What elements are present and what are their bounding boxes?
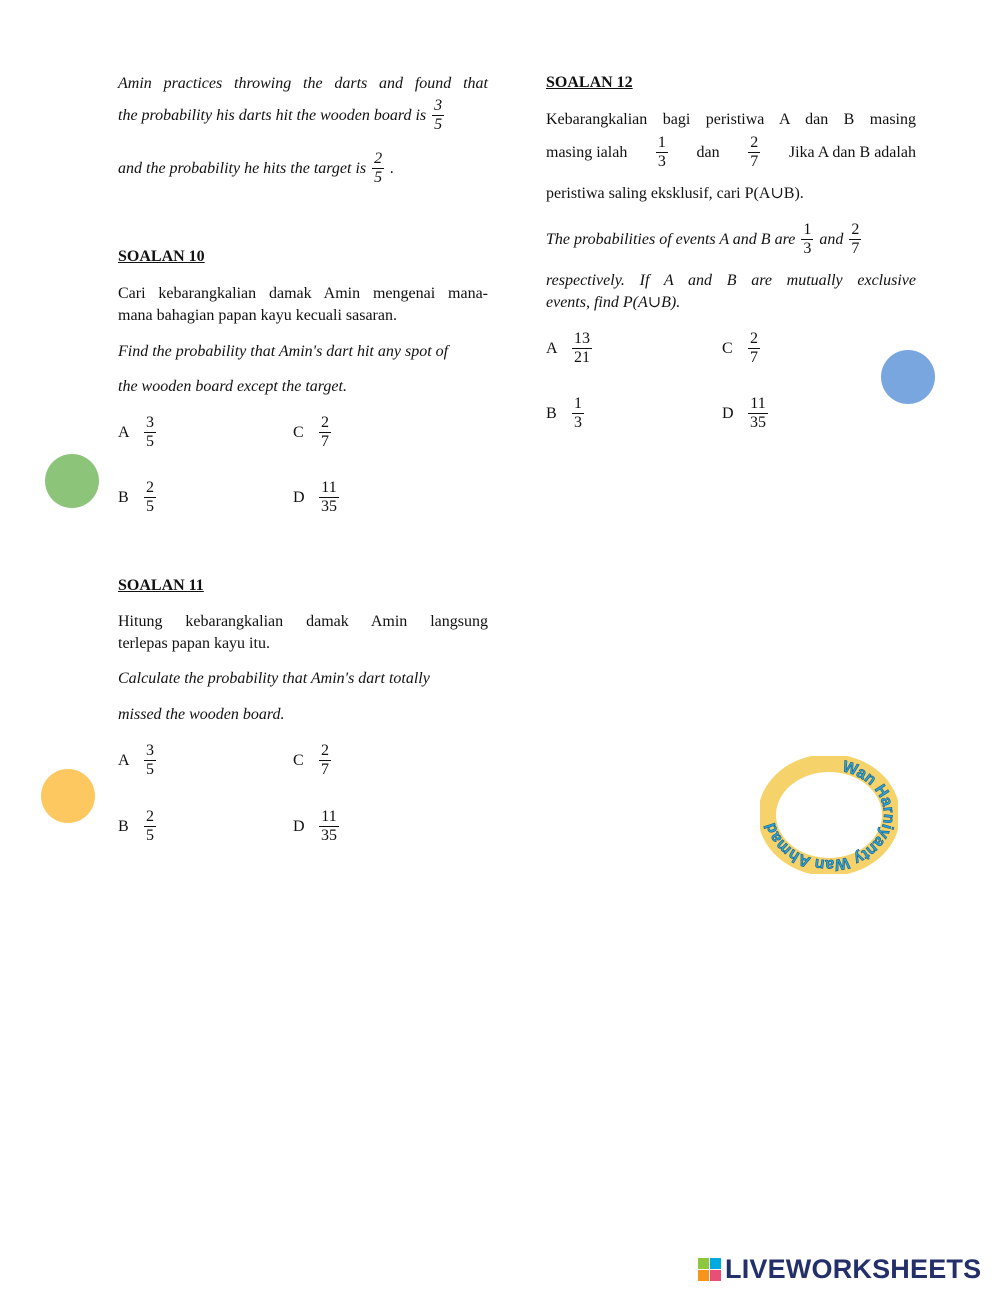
- q10-option-c: [293, 414, 331, 451]
- q12-malay-line-3: peristiwa saling eksklusif, cari P(A∪B).: [546, 185, 804, 202]
- author-stamp: [760, 756, 898, 874]
- fraction-denominator: 35: [750, 414, 766, 431]
- option-fraction: [748, 330, 760, 367]
- q12-english-line-3: events, find P(A∪B).: [546, 294, 681, 311]
- option-fraction: [319, 808, 339, 845]
- fraction-denominator: 5: [146, 498, 154, 515]
- fraction-numerator: 11: [321, 479, 337, 496]
- fraction-denominator: 7: [321, 761, 329, 778]
- intro-line-1: Amin practices throwing the darts and found that: [118, 75, 488, 92]
- fraction-numerator: 1: [574, 395, 582, 412]
- option-fraction: [144, 742, 156, 779]
- option-fraction: [144, 479, 156, 516]
- q12-malay-line-2: [546, 134, 916, 171]
- option-fraction: [748, 395, 768, 432]
- q10-malay-line-2: mana bahagian papan kayu kecuali sasaran.: [118, 307, 397, 324]
- q11-english-line-2: missed the wooden board.: [118, 706, 285, 723]
- fraction-denominator: 7: [750, 153, 759, 170]
- q12-option-d: [722, 395, 768, 432]
- q12-title: SOALAN 12: [546, 74, 633, 91]
- q12-english-line-2: respectively. If A and B are mutually exclusive: [546, 272, 916, 289]
- q10-option-b: [118, 479, 156, 516]
- intro-period: .: [390, 159, 395, 177]
- fraction-denominator: 3: [657, 153, 666, 170]
- q12-malay-fraction-a: [656, 134, 668, 171]
- q10-option-a: [118, 414, 156, 451]
- option-letter: A: [118, 423, 130, 441]
- fraction-denominator: 7: [750, 349, 758, 366]
- q12-english-fraction-a: [801, 221, 813, 258]
- q11-option-b: [118, 808, 156, 845]
- q11-option-a: [118, 742, 156, 779]
- option-letter: B: [118, 817, 129, 835]
- fraction-numerator: 3: [434, 97, 443, 114]
- q12-option-a: [546, 330, 592, 367]
- option-fraction: [319, 479, 339, 516]
- q11-english-line-1: Calculate the probability that Amin's dart totally: [118, 670, 430, 687]
- q12-english-fraction-b: [849, 221, 861, 258]
- q12-english-line-1: [546, 221, 916, 258]
- fraction-numerator: 2: [321, 414, 329, 431]
- intro-fraction-board: [432, 97, 444, 134]
- intro-line-3: [118, 150, 508, 187]
- answer-dot-green[interactable]: [45, 454, 99, 508]
- q11-option-c: [293, 742, 331, 779]
- option-letter: C: [293, 423, 304, 441]
- q12-option-c: [722, 330, 760, 367]
- option-letter: D: [293, 817, 305, 835]
- q12-english-line-1-text-b: and: [819, 230, 844, 248]
- option-fraction: [144, 414, 156, 451]
- option-fraction: [572, 330, 592, 367]
- option-fraction: [319, 742, 331, 779]
- q10-malay-line-1: Cari kebarangkalian damak Amin mengenai mana-: [118, 285, 488, 302]
- intro-line-3-text: and the probability he hits the target is: [118, 159, 367, 177]
- option-letter: B: [118, 488, 129, 506]
- q12-malay-fraction-b: [748, 134, 760, 171]
- q12-malay-line-1: Kebarangkalian bagi peristiwa A dan B masing: [546, 111, 916, 128]
- answer-dot-blue[interactable]: [881, 350, 935, 404]
- option-fraction: [144, 808, 156, 845]
- q10-english-line-2: the wooden board except the target.: [118, 378, 347, 395]
- intro-line-2: [118, 97, 508, 134]
- fraction-denominator: 35: [321, 498, 337, 515]
- option-fraction: [319, 414, 331, 451]
- option-letter: B: [546, 404, 557, 422]
- q11-title: SOALAN 11: [118, 577, 204, 594]
- fraction-numerator: 1: [657, 134, 666, 151]
- fraction-numerator: 1: [803, 221, 812, 238]
- intro-fraction-target: [372, 150, 384, 187]
- q12-malay-line-2-text-c: Jika A dan B adalah: [788, 143, 916, 161]
- fraction-denominator: 5: [146, 433, 154, 450]
- q10-option-d: [293, 479, 339, 516]
- fraction-denominator: 3: [574, 414, 582, 431]
- q10-english-line-1: Find the probability that Amin's dart hit any spot of: [118, 343, 449, 360]
- fraction-numerator: 2: [750, 134, 759, 151]
- liveworksheets-wordmark: LIVEWORKSHEETS: [725, 1254, 982, 1284]
- fraction-numerator: 13: [574, 330, 590, 347]
- q11-malay-line-1: Hitung kebarangkalian damak Amin langsung: [118, 613, 488, 630]
- stamp-text: Wan Harniyanty Wan Ahmad: [761, 758, 898, 874]
- intro-line-2-text: the probability his darts hit the wooden board is: [118, 106, 427, 124]
- fraction-denominator: 5: [146, 827, 154, 844]
- fraction-denominator: 7: [321, 433, 329, 450]
- q11-malay-line-2: terlepas papan kayu itu.: [118, 635, 270, 652]
- fraction-denominator: 5: [146, 761, 154, 778]
- liveworksheets-icon: [698, 1258, 722, 1282]
- option-letter: A: [118, 751, 130, 769]
- option-letter: A: [546, 339, 558, 357]
- fraction-numerator: 2: [146, 479, 154, 496]
- fraction-numerator: 2: [374, 150, 383, 167]
- option-letter: D: [293, 488, 305, 506]
- q11-option-d: [293, 808, 339, 845]
- q12-malay-line-2-text-a: masing ialah: [546, 143, 628, 161]
- fraction-denominator: 35: [321, 827, 337, 844]
- liveworksheets-logo: [698, 1254, 981, 1285]
- q12-malay-line-2-text-b: dan: [696, 143, 720, 161]
- fraction-numerator: 11: [321, 808, 337, 825]
- q12-english-line-1-text-a: The probabilities of events A and B are: [546, 230, 796, 248]
- option-letter: C: [722, 339, 733, 357]
- fraction-numerator: 3: [146, 742, 154, 759]
- fraction-denominator: 5: [434, 116, 443, 133]
- fraction-numerator: 2: [851, 221, 860, 238]
- fraction-numerator: 3: [146, 414, 154, 431]
- option-letter: C: [293, 751, 304, 769]
- answer-dot-orange[interactable]: [41, 769, 95, 823]
- q10-title: SOALAN 10: [118, 248, 205, 265]
- fraction-numerator: 2: [321, 742, 329, 759]
- option-fraction: [572, 395, 584, 432]
- option-letter: D: [722, 404, 734, 422]
- fraction-numerator: 2: [750, 330, 758, 347]
- fraction-numerator: 11: [750, 395, 766, 412]
- fraction-denominator: 21: [574, 349, 590, 366]
- fraction-denominator: 3: [803, 240, 812, 257]
- q12-option-b: [546, 395, 584, 432]
- fraction-denominator: 5: [374, 169, 383, 186]
- fraction-denominator: 7: [851, 240, 860, 257]
- fraction-numerator: 2: [146, 808, 154, 825]
